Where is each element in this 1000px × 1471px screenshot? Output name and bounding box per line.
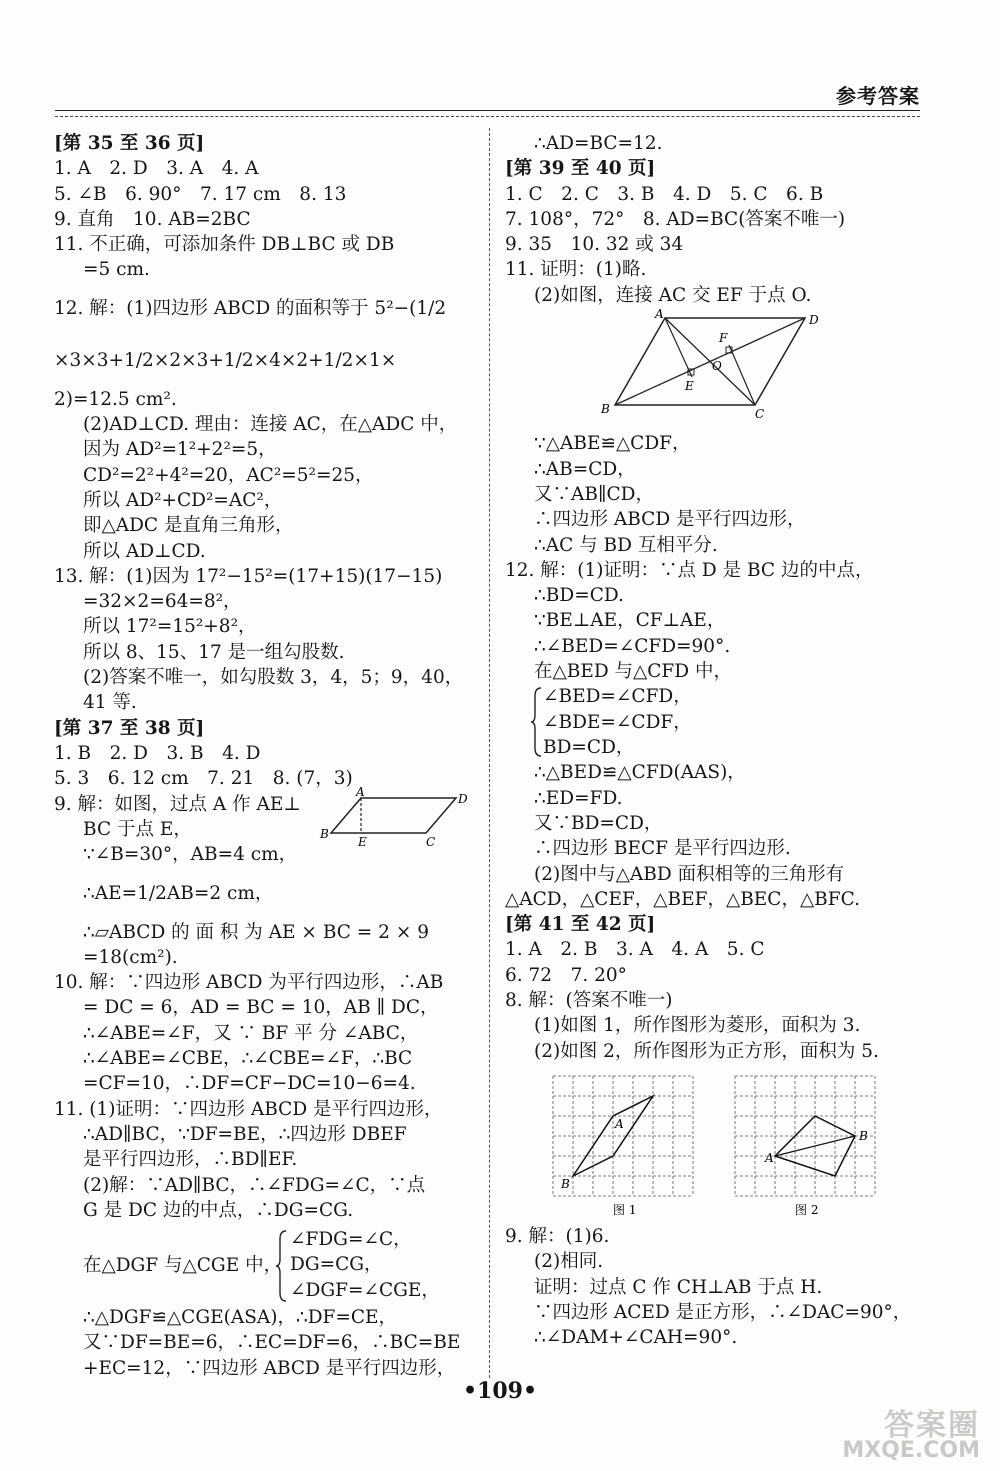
answer-line: =18(cm²). bbox=[83, 946, 178, 968]
page-number: •109• bbox=[462, 1378, 538, 1404]
answer-line: 9. 解：(1)6. bbox=[505, 1225, 610, 1247]
system-block bbox=[54, 1227, 474, 1305]
answer-line: CD²=2²+4²=20，AC²=5²=25， bbox=[83, 464, 374, 486]
section-heading: [第 35 至 36 页] bbox=[54, 133, 205, 154]
page-header-title: 参考答案 bbox=[836, 84, 920, 108]
answer-line: ∵四边形 ACED 是正方形，∴∠DAC=90°， bbox=[534, 1301, 912, 1323]
header-rule bbox=[55, 110, 920, 111]
answer-line: 证明：过点 C 作 CH⊥AB 于点 H. bbox=[534, 1276, 823, 1298]
answer-line: ∴AB=CD， bbox=[534, 458, 636, 480]
answer-line: 1. A 2. D 3. A 4. A bbox=[54, 158, 259, 180]
answer-line: 1. C 2. C 3. B 4. D 5. C 6. B bbox=[505, 183, 824, 205]
q9-block bbox=[54, 784, 474, 868]
left-brace-icon bbox=[531, 686, 543, 758]
answer-line: ∵BE⊥AE，CF⊥AE， bbox=[534, 610, 726, 632]
equation-line: ∠FDG=∠C， bbox=[290, 1229, 412, 1251]
answer-line: =CF=10，∴DF=CF−DC=10−6=4. bbox=[83, 1073, 416, 1095]
watermark-logo: 答案圈 bbox=[884, 1408, 980, 1443]
answer-line: ∴AD=BC=12. bbox=[534, 133, 663, 154]
column-divider bbox=[489, 128, 490, 1378]
answer-line: ×3×3+1/2×2×3+1/2×4×2+1/2×1× bbox=[54, 349, 397, 371]
equation-line: ∠BDE=∠CDF， bbox=[543, 711, 692, 733]
answer-line: 1. B 2. D 3. B 4. D bbox=[54, 742, 261, 764]
section-heading: [第 39 至 40 页] bbox=[505, 158, 656, 180]
left-column bbox=[54, 131, 474, 1381]
answer-line: 11. 证明：(1)略. bbox=[505, 259, 647, 281]
answer-line: 11. 不正确，可添加条件 DB⊥BC 或 DB bbox=[54, 234, 395, 256]
fig-label: D bbox=[809, 313, 819, 328]
answer-line: G 是 DC 边的中点，∴DG=CG. bbox=[83, 1199, 354, 1221]
fig-label: A bbox=[356, 784, 365, 799]
quadrilateral-figure bbox=[595, 307, 835, 422]
answer-line: 5. 3 6. 12 cm 7. 21 8. (7，3) bbox=[54, 768, 353, 790]
system-block bbox=[505, 684, 925, 760]
answer-line: ∴△BED≌△CFD(AAS)， bbox=[534, 762, 746, 784]
right-column bbox=[505, 131, 925, 1350]
grid-figure-1 bbox=[549, 1070, 699, 1220]
left-brace-icon bbox=[276, 1229, 288, 1303]
answer-line: 7. 108°，72° 8. AD=BC(答案不唯一) bbox=[505, 208, 846, 230]
fig-label: C bbox=[426, 834, 436, 849]
fig-label: A bbox=[655, 307, 664, 322]
answer-line: ∴AC 与 BD 互相平分. bbox=[534, 534, 718, 556]
parallelogram-figure bbox=[316, 784, 468, 850]
answer-line: 8. 解：(答案不唯一) bbox=[505, 990, 673, 1012]
answer-line: 即△ADC 是直角三角形， bbox=[83, 515, 294, 537]
answer-line: 9. 解：如图，过点 A 作 AE⊥ bbox=[54, 793, 301, 815]
figure-caption: 图 1 bbox=[613, 1202, 637, 1217]
answer-line: (2)AD⊥CD. 理由：连接 AC，在△ADC 中， bbox=[83, 414, 458, 436]
answer-line: =32×2=64=8²， bbox=[83, 591, 242, 613]
answer-line: ∴▱ABCD 的 面 积 为 AE × BC = 2 × 9 bbox=[83, 921, 429, 943]
answer-line: (2)解：∵AD∥BC，∴∠FDG=∠C，∵点 bbox=[83, 1174, 426, 1196]
fig-label: B bbox=[601, 402, 610, 417]
fig-label: B bbox=[561, 1176, 570, 1191]
fig-label: A bbox=[615, 1116, 624, 1131]
fig-label: D bbox=[458, 791, 468, 806]
fig-label: C bbox=[755, 407, 765, 422]
answer-line: 10. 解：∵四边形 ABCD 为平行四边形，∴AB bbox=[54, 972, 444, 994]
answer-line: 12. 解：(1)四边形 ABCD 的面积等于 5²−(1/2 bbox=[54, 297, 447, 319]
answer-line: =5 cm. bbox=[83, 259, 150, 281]
answer-line: 又∵AB∥CD， bbox=[534, 483, 654, 505]
answer-line: 11. (1)证明：∵四边形 ABCD 是平行四边形， bbox=[54, 1098, 443, 1120]
answer-line: 所以 17²=15²+8²， bbox=[83, 616, 257, 638]
answer-line: ∴四边形 BECF 是平行四边形. bbox=[534, 838, 791, 860]
answer-line: ∵∠B=30°，AB=4 cm， bbox=[83, 844, 298, 866]
answer-line: ∴BD=CD. bbox=[534, 585, 624, 607]
fig-label: E bbox=[358, 834, 367, 849]
fig-label: O bbox=[712, 359, 722, 374]
answer-line: 6. 72 7. 20° bbox=[505, 964, 627, 986]
answer-line: 所以 AD²+CD²=AC²， bbox=[83, 489, 283, 511]
equation-line: BD=CD， bbox=[543, 736, 635, 758]
answer-line: 因为 AD²=1²+2²=5， bbox=[83, 439, 277, 461]
answer-line: 12. 解：(1)证明：∵点 D 是 BC 边的中点， bbox=[505, 559, 874, 581]
answer-line: ∴AD∥BC，∵DF=BE，∴四边形 DBEF bbox=[83, 1123, 407, 1145]
answer-line: (2)图中与△ABD 面积相等的三角形有 bbox=[534, 863, 845, 885]
answer-line: ∴∠DAM+∠CAH=90°. bbox=[534, 1327, 738, 1349]
answer-line: 在△DGF 与△CGE 中， bbox=[83, 1255, 283, 1277]
watermark-url: MXQE.COM bbox=[842, 1438, 980, 1463]
answer-line: ∴AE=1/2AB=2 cm， bbox=[83, 882, 274, 904]
answer-line: 13. 解：(1)因为 17²−15²=(17+15)(17−15) bbox=[54, 565, 443, 587]
section-heading: [第 37 至 38 页] bbox=[54, 717, 205, 739]
answer-line: 1. A 2. B 3. A 4. A 5. C bbox=[505, 939, 765, 961]
answer-line: BC 于点 E， bbox=[83, 818, 192, 840]
answer-line: ∴∠ABE=∠F，又 ∵ BF 平 分 ∠ABC， bbox=[83, 1022, 419, 1044]
answer-line: 又∵DF=BE=6，∴EC=DF=6，∴BC=BE bbox=[83, 1332, 461, 1354]
answer-line: ∴△DGF≌△CGE(ASA)，∴DF=CE， bbox=[83, 1307, 398, 1329]
fig-label: A bbox=[765, 1150, 774, 1165]
answer-line: △ACD，△CEF，△BEF，△BEC，△BFC. bbox=[505, 888, 860, 910]
answer-line: ∴四边形 ABCD 是平行四边形， bbox=[534, 509, 806, 531]
figure-caption: 图 2 bbox=[795, 1202, 819, 1217]
section-heading: [第 41 至 42 页] bbox=[505, 914, 656, 936]
header-rule-dashed bbox=[55, 116, 920, 117]
answer-line: 9. 35 10. 32 或 34 bbox=[505, 234, 684, 256]
fig-label: B bbox=[320, 826, 329, 841]
equation-line: ∠BED=∠CFD， bbox=[543, 686, 692, 708]
answer-line: 所以 AD⊥CD. bbox=[83, 540, 206, 562]
answer-line: 所以 8、15、17 是一组勾股数. bbox=[83, 641, 345, 663]
system-equations bbox=[290, 1227, 440, 1303]
answer-line: (2)相同. bbox=[534, 1251, 604, 1273]
answer-line: 9. 直角 10. AB=2BC bbox=[54, 208, 251, 230]
system-equations bbox=[543, 684, 692, 760]
grid-figures bbox=[505, 1064, 925, 1224]
answer-line: = DC = 6，AD = BC = 10，AB ∥ DC， bbox=[83, 997, 439, 1019]
fig-label: E bbox=[685, 379, 694, 394]
fig-label: F bbox=[719, 331, 728, 346]
grid-figure-2 bbox=[731, 1070, 881, 1220]
answer-line: ∴∠BED=∠CFD=90°. bbox=[534, 635, 731, 657]
answer-line: ∴∠ABE=∠CBE，∴∠CBE=∠F，∴BC bbox=[83, 1048, 413, 1070]
answer-line: 41 等. bbox=[83, 692, 137, 714]
equation-line: DG=CG， bbox=[290, 1254, 383, 1276]
answer-line: 5. ∠B 6. 90° 7. 17 cm 8. 13 bbox=[54, 183, 347, 205]
answer-line: +EC=12，∵四边形 ABCD 是平行四边形， bbox=[83, 1357, 456, 1379]
equation-line: ∠DGF=∠CGE， bbox=[290, 1279, 440, 1301]
answer-line: ∴ED=FD. bbox=[534, 787, 623, 809]
fig-label: B bbox=[859, 1128, 868, 1143]
answer-line: ∵△ABE≌△CDF， bbox=[534, 433, 691, 455]
answer-line: (2)如图，连接 AC 交 EF 于点 O. bbox=[534, 284, 812, 306]
answer-line: 在△BED 与△CFD 中， bbox=[534, 661, 732, 683]
answer-line: 是平行四边形，∴BD∥EF. bbox=[83, 1149, 298, 1171]
answer-line: (1)如图 1，所作图形为菱形，面积为 3. bbox=[534, 1015, 861, 1037]
answer-line: (2)如图 2，所作图形为正方形，面积为 5. bbox=[534, 1040, 879, 1062]
answer-line: 2)=12.5 cm². bbox=[54, 388, 177, 410]
answer-line: (2)答案不唯一，如勾股数 3，4，5；9，40， bbox=[83, 667, 464, 689]
answer-line: 又∵BD=CD， bbox=[534, 812, 663, 834]
